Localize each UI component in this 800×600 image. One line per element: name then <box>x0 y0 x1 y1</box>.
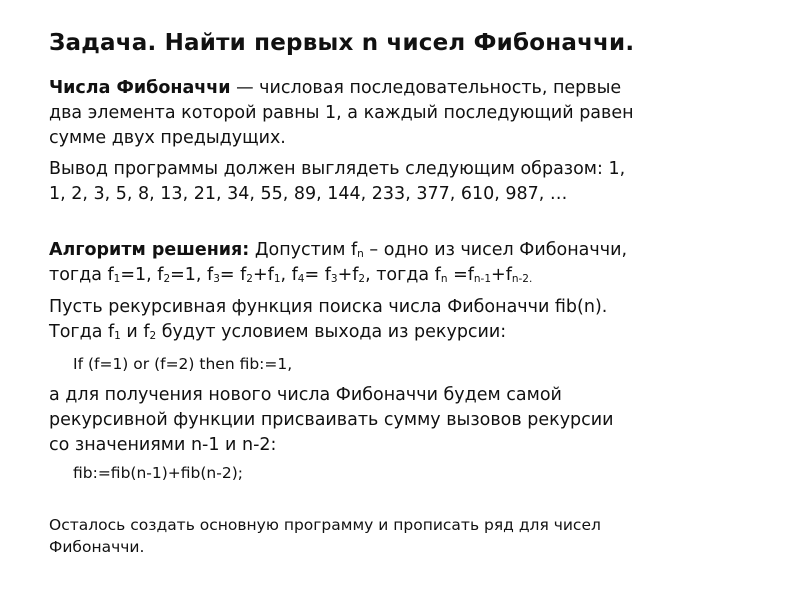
subscript: 2 <box>163 273 171 285</box>
algorithm-text: =f <box>447 265 474 285</box>
subscript: 2 <box>149 330 157 342</box>
recursion-line-1: Пусть рекурсивная функция поиска числа Фибоначчи fib(n). <box>49 297 608 317</box>
algorithm-line-1 <box>49 238 789 263</box>
subscript: 3 <box>330 273 338 285</box>
definition-term: Числа Фибоначчи <box>49 78 231 98</box>
recursion-text: и f <box>120 322 150 342</box>
algorithm-paragraph <box>49 238 789 288</box>
algorithm-text: Допустим f <box>249 240 358 260</box>
algorithm-text: +f <box>491 265 512 285</box>
recursion-text: будут условием выхода из рекурсии: <box>156 322 507 342</box>
algorithm-text: , тогда f <box>365 265 441 285</box>
recursion-paragraph <box>49 295 789 345</box>
subscript: 3 <box>213 273 220 285</box>
algorithm-text: =1, f <box>120 265 164 285</box>
subscript: n-2. <box>511 273 533 285</box>
subscript: 4 <box>297 273 305 285</box>
algorithm-text: , f <box>280 265 298 285</box>
code-exit-condition: If (f=1) or (f=2) then fib:=1, <box>73 355 293 373</box>
algorithm-label: Алгоритм решения: <box>49 240 250 260</box>
new-number-paragraph <box>49 383 789 458</box>
algorithm-text: тогда f <box>49 265 114 285</box>
output-sequence: 1, 2, 3, 5, 8, 13, 21, 34, 55, 89, 144, 233, 377, 610, 987, … <box>49 184 568 204</box>
algorithm-text: +f <box>252 265 274 285</box>
algorithm-text: – одно из чисел Фибоначчи, <box>363 240 628 260</box>
algorithm-text: = f <box>219 265 247 285</box>
subscript: 2 <box>358 273 366 285</box>
subscript: n <box>357 248 364 260</box>
algorithm-text: =1, f <box>170 265 214 285</box>
algorithm-line-2 <box>49 263 789 288</box>
subscript: 1 <box>273 273 281 285</box>
new-number-line-3: со значениями n-1 и n-2: <box>49 435 277 455</box>
recursion-text: Тогда f <box>49 322 115 342</box>
definition-paragraph <box>49 76 789 151</box>
definition-line-2: два элемента которой равны 1, а каждый последующий равен <box>49 103 634 123</box>
subscript: n-1 <box>473 273 492 285</box>
output-line-1: Вывод программы должен выглядеть следующим образом: 1, <box>49 159 626 179</box>
definition-line-1 <box>49 76 789 101</box>
definition-line-3: сумме двух предыдущих. <box>49 128 286 148</box>
code-recursive-call: fib:=fib(n-1)+fib(n-2); <box>73 464 243 482</box>
subscript: 1 <box>113 273 121 285</box>
subscript: 2 <box>246 273 253 285</box>
closing-paragraph <box>49 514 789 558</box>
recursion-line-2 <box>49 320 789 345</box>
slide-title: Задача. Найти первых n чисел Фибоначчи. <box>49 30 635 56</box>
algorithm-text: = f <box>304 265 331 285</box>
closing-line-1: Осталось создать основную программу и прописать ряд для чисел <box>49 516 601 534</box>
definition-line-1-rest: — числовая последовательность, первые <box>230 78 622 98</box>
new-number-line-1: а для получения нового числа Фибоначчи будем самой <box>49 385 562 405</box>
output-paragraph <box>49 157 789 207</box>
new-number-line-2: рекурсивной функции присваивать сумму вызовов рекурсии <box>49 410 614 430</box>
algorithm-text: +f <box>337 265 359 285</box>
closing-line-2: Фибоначчи. <box>49 538 145 556</box>
subscript: 1 <box>114 330 121 342</box>
subscript: n <box>440 273 448 285</box>
